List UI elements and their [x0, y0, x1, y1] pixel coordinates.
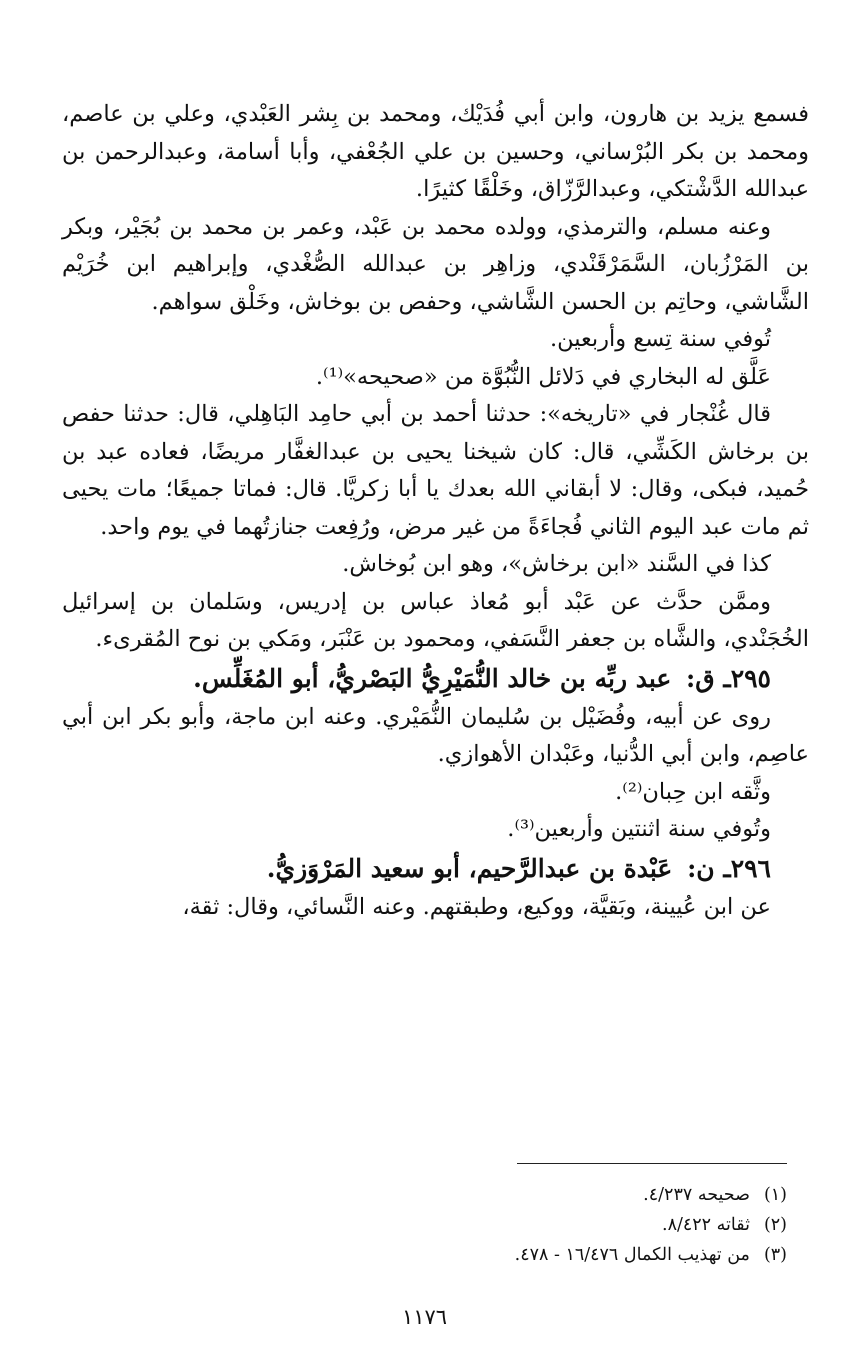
footnote-text: ثقاته ٨/٤٢٢. — [661, 1215, 750, 1235]
paragraph-ghunjar: قال غُنْجار في «تاريخه»: حدثنا أحمد بن أبي حامِد البَاهِلي، قال: حدثنا حفص بن برخاش الكَشِّي، قال: كان شيخنا يحيى بن عبدالغفَّار مريضًا، فعاده عبد بن حُميد، فبكى، وقال: لا أبقاني الله بعدك يا أبا زكريَّا. قال: فماتا جميعًا؛ مات يحيى ثم مات عبد اليوم الثاني فُجاءَةً من غير مرض، ورُفِعت جنازتُهما في يوم واحد. — [62, 401, 809, 540]
entry-number: ٢٩٥ـ ق: — [686, 663, 771, 693]
paragraph-entry-296-narrations: عن ابن عُيينة، وبَقيَّة، ووكيع، وطبقتهم. وعنه النَّسائي، وقال: ثقة، — [182, 893, 771, 920]
footnote — [62, 1180, 787, 1210]
paragraph-entry-295-narrations: روى عن أبيه، وفُضَيْل بن سُليمان النُّمَيْري. وعنه ابن ماجة، وأبو بكر ابن أبي عاصِم، وابن أبي الدُّنيا، وعَبْدان الأهوازي. — [62, 703, 809, 767]
entry-number: ٢٩٦ـ ن: — [687, 853, 771, 883]
entry-title: عبد ربِّه بن خالد النُّمَيْرِيُّ البَصْريُّ، أبو المُغَلِّس. — [193, 663, 672, 693]
footnote-mark: (١) — [763, 1185, 787, 1205]
footnote-divider — [517, 1163, 787, 1164]
footnote — [62, 1210, 787, 1240]
paragraph-sanad-note: كذا في السَّند «ابن برخاش»، وهو ابن بُوخاش. — [342, 551, 771, 577]
entry-title: عَبْدة بن عبدالرَّحيم، أبو سعيد المَرْوَزيُّ. — [266, 853, 673, 883]
footnotes — [62, 1180, 787, 1270]
entry-heading-295 — [62, 659, 809, 699]
footnote-text: صحيحه ٤/٢٣٧. — [643, 1185, 750, 1205]
footnote-text: من تهذيب الكمال ١٦/٤٧٦ - ٤٧٨. — [514, 1245, 750, 1265]
footnote-mark: (٣) — [763, 1245, 787, 1265]
page-number: ١١٧٦ — [401, 1305, 448, 1329]
paragraph-teachers: فسمع يزيد بن هارون، وابن أبي فُدَيْك، ومحمد بن بِشر العَبْدي، وعلي بن عاصم، ومحمد بن بكر البُرْساني، وحسين بن علي الجُعْفي، وأبا أسامة، وعبدالرحمن بن عبدالله الدَّشْتكي، وعبدالرَّزّاق، وخَلْقًا كثيرًا. — [62, 101, 809, 202]
paragraph-bukhari: عَلَّق له البخاري في دَلائل النُّبُوَّة من «صحيحه»⁽¹⁾. — [315, 363, 771, 390]
entry-heading-296 — [62, 849, 809, 889]
paragraph-entry-295-death: وتُوفي سنة اثنتين وأربعين⁽³⁾. — [507, 816, 771, 842]
paragraph-death: تُوفي سنة تِسع وأربعين. — [549, 326, 771, 352]
paragraph-entry-295-trust: وثَّقه ابن حِبان⁽²⁾. — [615, 778, 771, 805]
paragraph-students: وعنه مسلم، والترمذي، وولده محمد بن عَبْد، وعمر بن محمد بن بُجَيْر، وبكر بن المَرْزُبان، السَّمَرْقَنْدي، وزاهِر بن عبدالله الصُّغْدي، وإبراهيم ابن خُرَيْم الشَّاشي، وحاتِم بن الحسن الشَّاشي، وحفص بن بوخاش، وخَلْق سواهم. — [62, 213, 809, 315]
footnote — [62, 1240, 787, 1270]
footnote-mark: (٢) — [763, 1215, 787, 1235]
paragraph-narrators: وممَّن حدَّث عن عَبْد أبو مُعاذ عباس بن إدريس، وسَلمان بن إسرائيل الخُجَنْدي، والشَّاه بن جعفر النَّسَفي، ومحمود بن عَنْبَر، ومَكي بن نوح المُقرىء. — [62, 588, 809, 652]
